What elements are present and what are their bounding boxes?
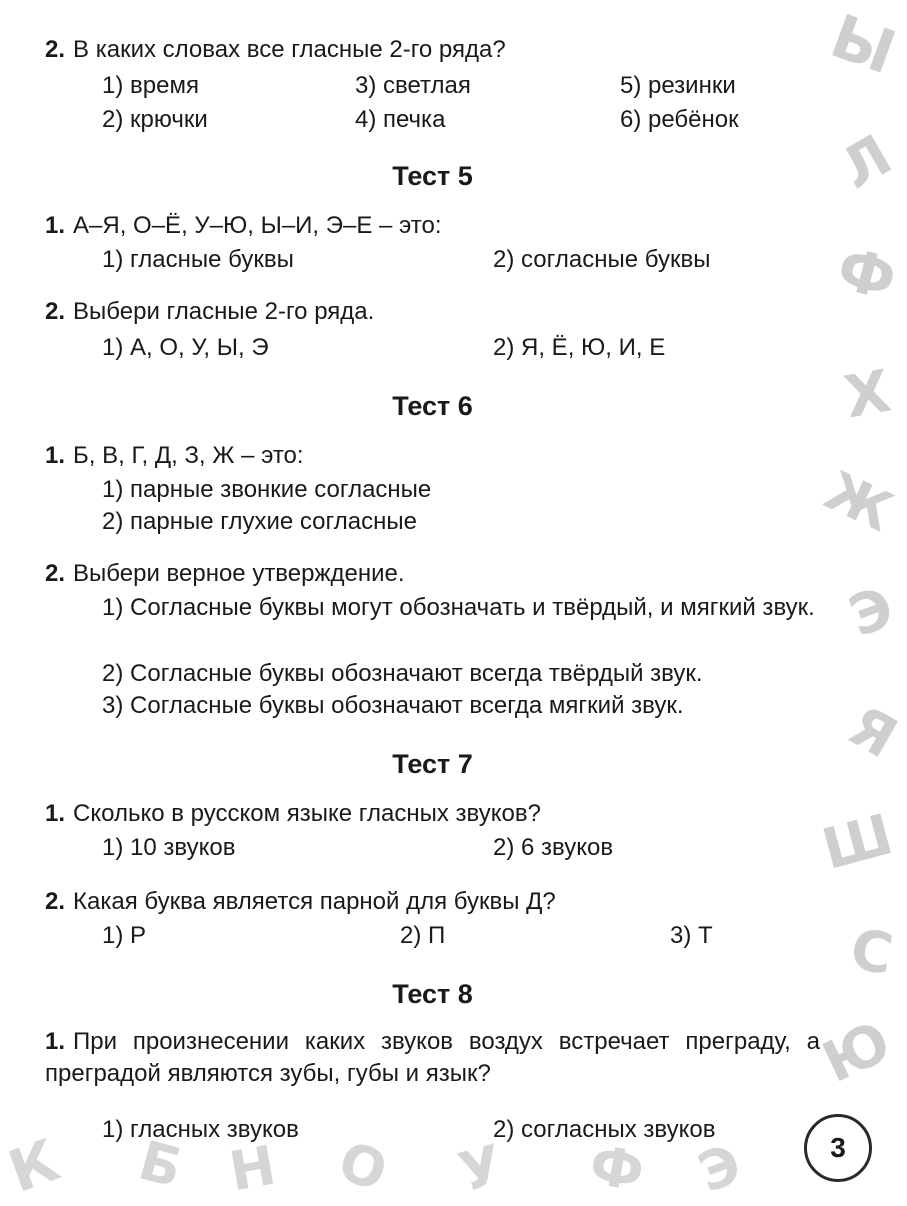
option: 2) Я, Ё, Ю, И, Е: [493, 334, 666, 361]
option: 2) П: [400, 922, 446, 949]
option: 1) парные звонкие согласные: [102, 476, 432, 503]
question-number: 2.: [45, 298, 66, 325]
option: 2) согласных звуков: [493, 1116, 716, 1143]
option: 6) ребёнок: [620, 106, 739, 133]
question-number: 2.: [45, 36, 66, 63]
option: 1) 10 звуков: [102, 834, 236, 861]
question-text: При произнесении каких звуков воздух встречает преграду, а преградой являются зубы, губы и язык?: [45, 1028, 820, 1087]
option: 5) резинки: [620, 72, 736, 99]
test-5-question-2: [45, 296, 374, 328]
test-5-title: Тест 5: [392, 161, 473, 191]
option: 1) Согласные буквы могут обозначать и твёрдый, и мягкий звук.: [102, 594, 815, 621]
question-2-vowels-row: [45, 34, 506, 66]
test-7-title: Тест 7: [392, 749, 473, 779]
option: 1) Р: [102, 922, 147, 949]
option: 1) время: [102, 72, 199, 99]
test-8-question-1: [45, 1026, 820, 1090]
option: 2) парные глухие согласные: [102, 508, 417, 535]
test-5-question-1: [45, 210, 442, 242]
option: 2) 6 звуков: [493, 834, 614, 861]
question-text: Выбери верное утверждение.: [73, 560, 405, 587]
test-7-question-2: [45, 886, 556, 918]
question-text: Какая буква является парной для буквы Д?: [73, 888, 556, 915]
option: 3) Т: [670, 922, 713, 949]
question-number: 1.: [45, 800, 66, 827]
option: 1) гласные буквы: [102, 246, 294, 273]
test-6-question-2: [45, 558, 405, 590]
decorative-letters-right: Ы Л Ф Х Ж Э Я Ш С Ю: [813, 1, 907, 1096]
question-text: Выбери гласные 2-го ряда.: [73, 298, 375, 325]
option: 3) светлая: [355, 72, 471, 99]
question-text: В каких словах все гласные 2-го ряда?: [73, 36, 506, 63]
option: 2) Согласные буквы обозначают всегда твёрдый звук.: [102, 660, 703, 687]
option: 2) согласные буквы: [493, 246, 711, 273]
option: 2) крючки: [102, 106, 208, 133]
option: 1) А, О, У, Ы, Э: [102, 334, 269, 361]
decorative-letters-bottom: К Б Н О У Ф Э: [0, 1125, 750, 1206]
question-text: Сколько в русском языке гласных звуков?: [73, 800, 541, 827]
question-number: 1.: [45, 1028, 66, 1055]
test-8-title: Тест 8: [392, 979, 473, 1009]
question-number: 2.: [45, 888, 66, 915]
test-7-question-1: [45, 798, 541, 830]
option: 1) гласных звуков: [102, 1116, 299, 1143]
option: 4) печка: [355, 106, 446, 133]
test-6-title: Тест 6: [392, 391, 473, 421]
test-6-question-1: [45, 440, 304, 472]
question-number: 2.: [45, 560, 66, 587]
question-text: Б, В, Г, Д, З, Ж – это:: [73, 442, 304, 469]
page-number: 3: [804, 1114, 872, 1182]
question-number: 1.: [45, 442, 66, 469]
option: 3) Согласные буквы обозначают всегда мягкий звук.: [102, 692, 684, 719]
question-number: 1.: [45, 212, 66, 239]
question-text: А–Я, О–Ё, У–Ю, Ы–И, Э–Е – это:: [73, 212, 442, 239]
